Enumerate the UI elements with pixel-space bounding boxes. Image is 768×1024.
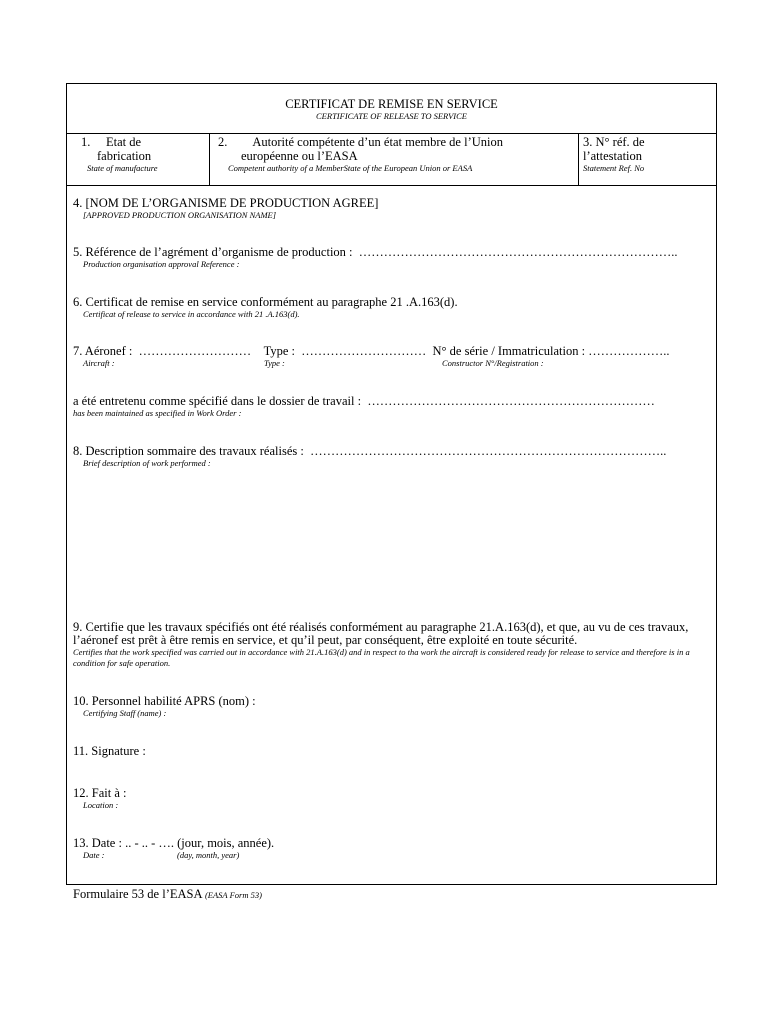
field-label: N° réf. de — [595, 135, 645, 149]
section-11-signature[interactable]: 11. Signature : — [73, 744, 146, 758]
date-sub-label: Date : — [83, 850, 105, 860]
field-sub-label: Statement Ref. No — [583, 163, 645, 173]
section-work-order[interactable]: a été entretenu comme spécifié dans le dossier de travail : …………………………………………………………… has been maintained as specified in Work Order : — [73, 394, 655, 418]
type-field[interactable]: ………………………… — [301, 344, 427, 358]
aircraft-field[interactable]: ……………………… — [138, 344, 252, 358]
field-sub-label: State of manufacture — [87, 163, 158, 173]
serial-label: N° de série / Immatriculation : — [432, 344, 586, 358]
section-10-certifying-staff[interactable]: 10. Personnel habilité APRS (nom) : Certifying Staff (name) : — [73, 694, 256, 718]
field-label-line2: européenne ou l’EASA — [241, 149, 358, 163]
section-12-location[interactable]: 12. Fait à : Location : — [73, 786, 127, 810]
field-label-line2: l’attestation — [583, 149, 643, 163]
field-label: Autorité compétente d’un état membre de l’Union — [252, 135, 503, 149]
footer-sub-label: (EASA Form 53) — [204, 890, 262, 900]
section-7-aircraft[interactable] — [73, 345, 710, 368]
date-format-sub-label: (day, month, year) — [177, 850, 240, 860]
work-order-field[interactable]: …………………………………………………………… — [367, 394, 655, 408]
statement-ref-cell[interactable] — [578, 134, 716, 185]
field-label: Etat de — [106, 135, 142, 149]
type-sub-label: Type : — [264, 358, 285, 368]
section-13-date[interactable]: 13. Date : .. - .. - …. (jour, mois, année). Date : (day, month, year) — [73, 836, 275, 860]
aircraft-sub-label: Aircraft : — [83, 358, 115, 368]
certificate-form — [66, 83, 717, 885]
form-title: CERTIFICAT DE REMISE EN SERVICE — [285, 97, 498, 111]
section-4-organisation-name[interactable]: 4. [NOM DE L’ORGANISME DE PRODUCTION AGREE] [APPROVED PRODUCTION ORGANISATION NAME] — [73, 196, 379, 220]
aircraft-label: 7. Aéronef : — [73, 344, 133, 358]
competent-authority-cell[interactable] — [209, 134, 578, 185]
field-number: 3. — [583, 135, 593, 149]
title-row — [67, 84, 716, 134]
fill-dots: ………………………………………………………………….. — [358, 245, 678, 259]
footer-label: Formulaire 53 de l’EASA — [73, 887, 202, 901]
section-5-approval-reference[interactable]: 5. Référence de l’agrément d’organisme de production : ………………………………………………………………….. Production organisation approval Reference : — [73, 245, 678, 269]
serial-sub-label: Constructor N°/Registration : — [442, 358, 544, 368]
type-label: Type : — [263, 344, 296, 358]
field-number: 1. — [81, 135, 91, 149]
work-description-field[interactable]: ………………………………………………………………………….. — [310, 444, 667, 458]
section-9-certification: 9. Certifie que les travaux spécifiés ont été réalisés conformément au paragraphe 21.A.163(d), et que, au vu de ces travaux, l’aéronef est prêt à être remis en service, et qu’il peut, par conséquent, être exploité en toute sécurité. Certifies that the work specified was carried out in accordance with 21.A.163(d) and in respect to tha work the aircraft is considered ready for release to service and therefore is in a condition for safe operation. — [73, 620, 690, 668]
section-8-work-description[interactable]: 8. Description sommaire des travaux réalisés : ………………………………………………………………………….. Brief description of work performed : — [73, 444, 667, 468]
field-sub-label: Competent authority of a MemberState of the European Union or EASA — [228, 163, 473, 173]
serial-field[interactable]: ……………….. — [588, 344, 670, 358]
field-label-line2: fabrication — [97, 149, 152, 163]
form-subtitle: CERTIFICATE OF RELEASE TO SERVICE — [316, 111, 467, 121]
section-6-certificate-release: 6. Certificat de remise en service conformément au paragraphe 21 .A.163(d). Certificat of release to service in accordance with 21 .A.163(d). — [73, 295, 458, 319]
form-footer — [73, 887, 262, 902]
state-of-manufacture-cell[interactable] — [67, 134, 209, 185]
field-number: 2. — [218, 135, 228, 149]
header-row — [67, 134, 716, 186]
